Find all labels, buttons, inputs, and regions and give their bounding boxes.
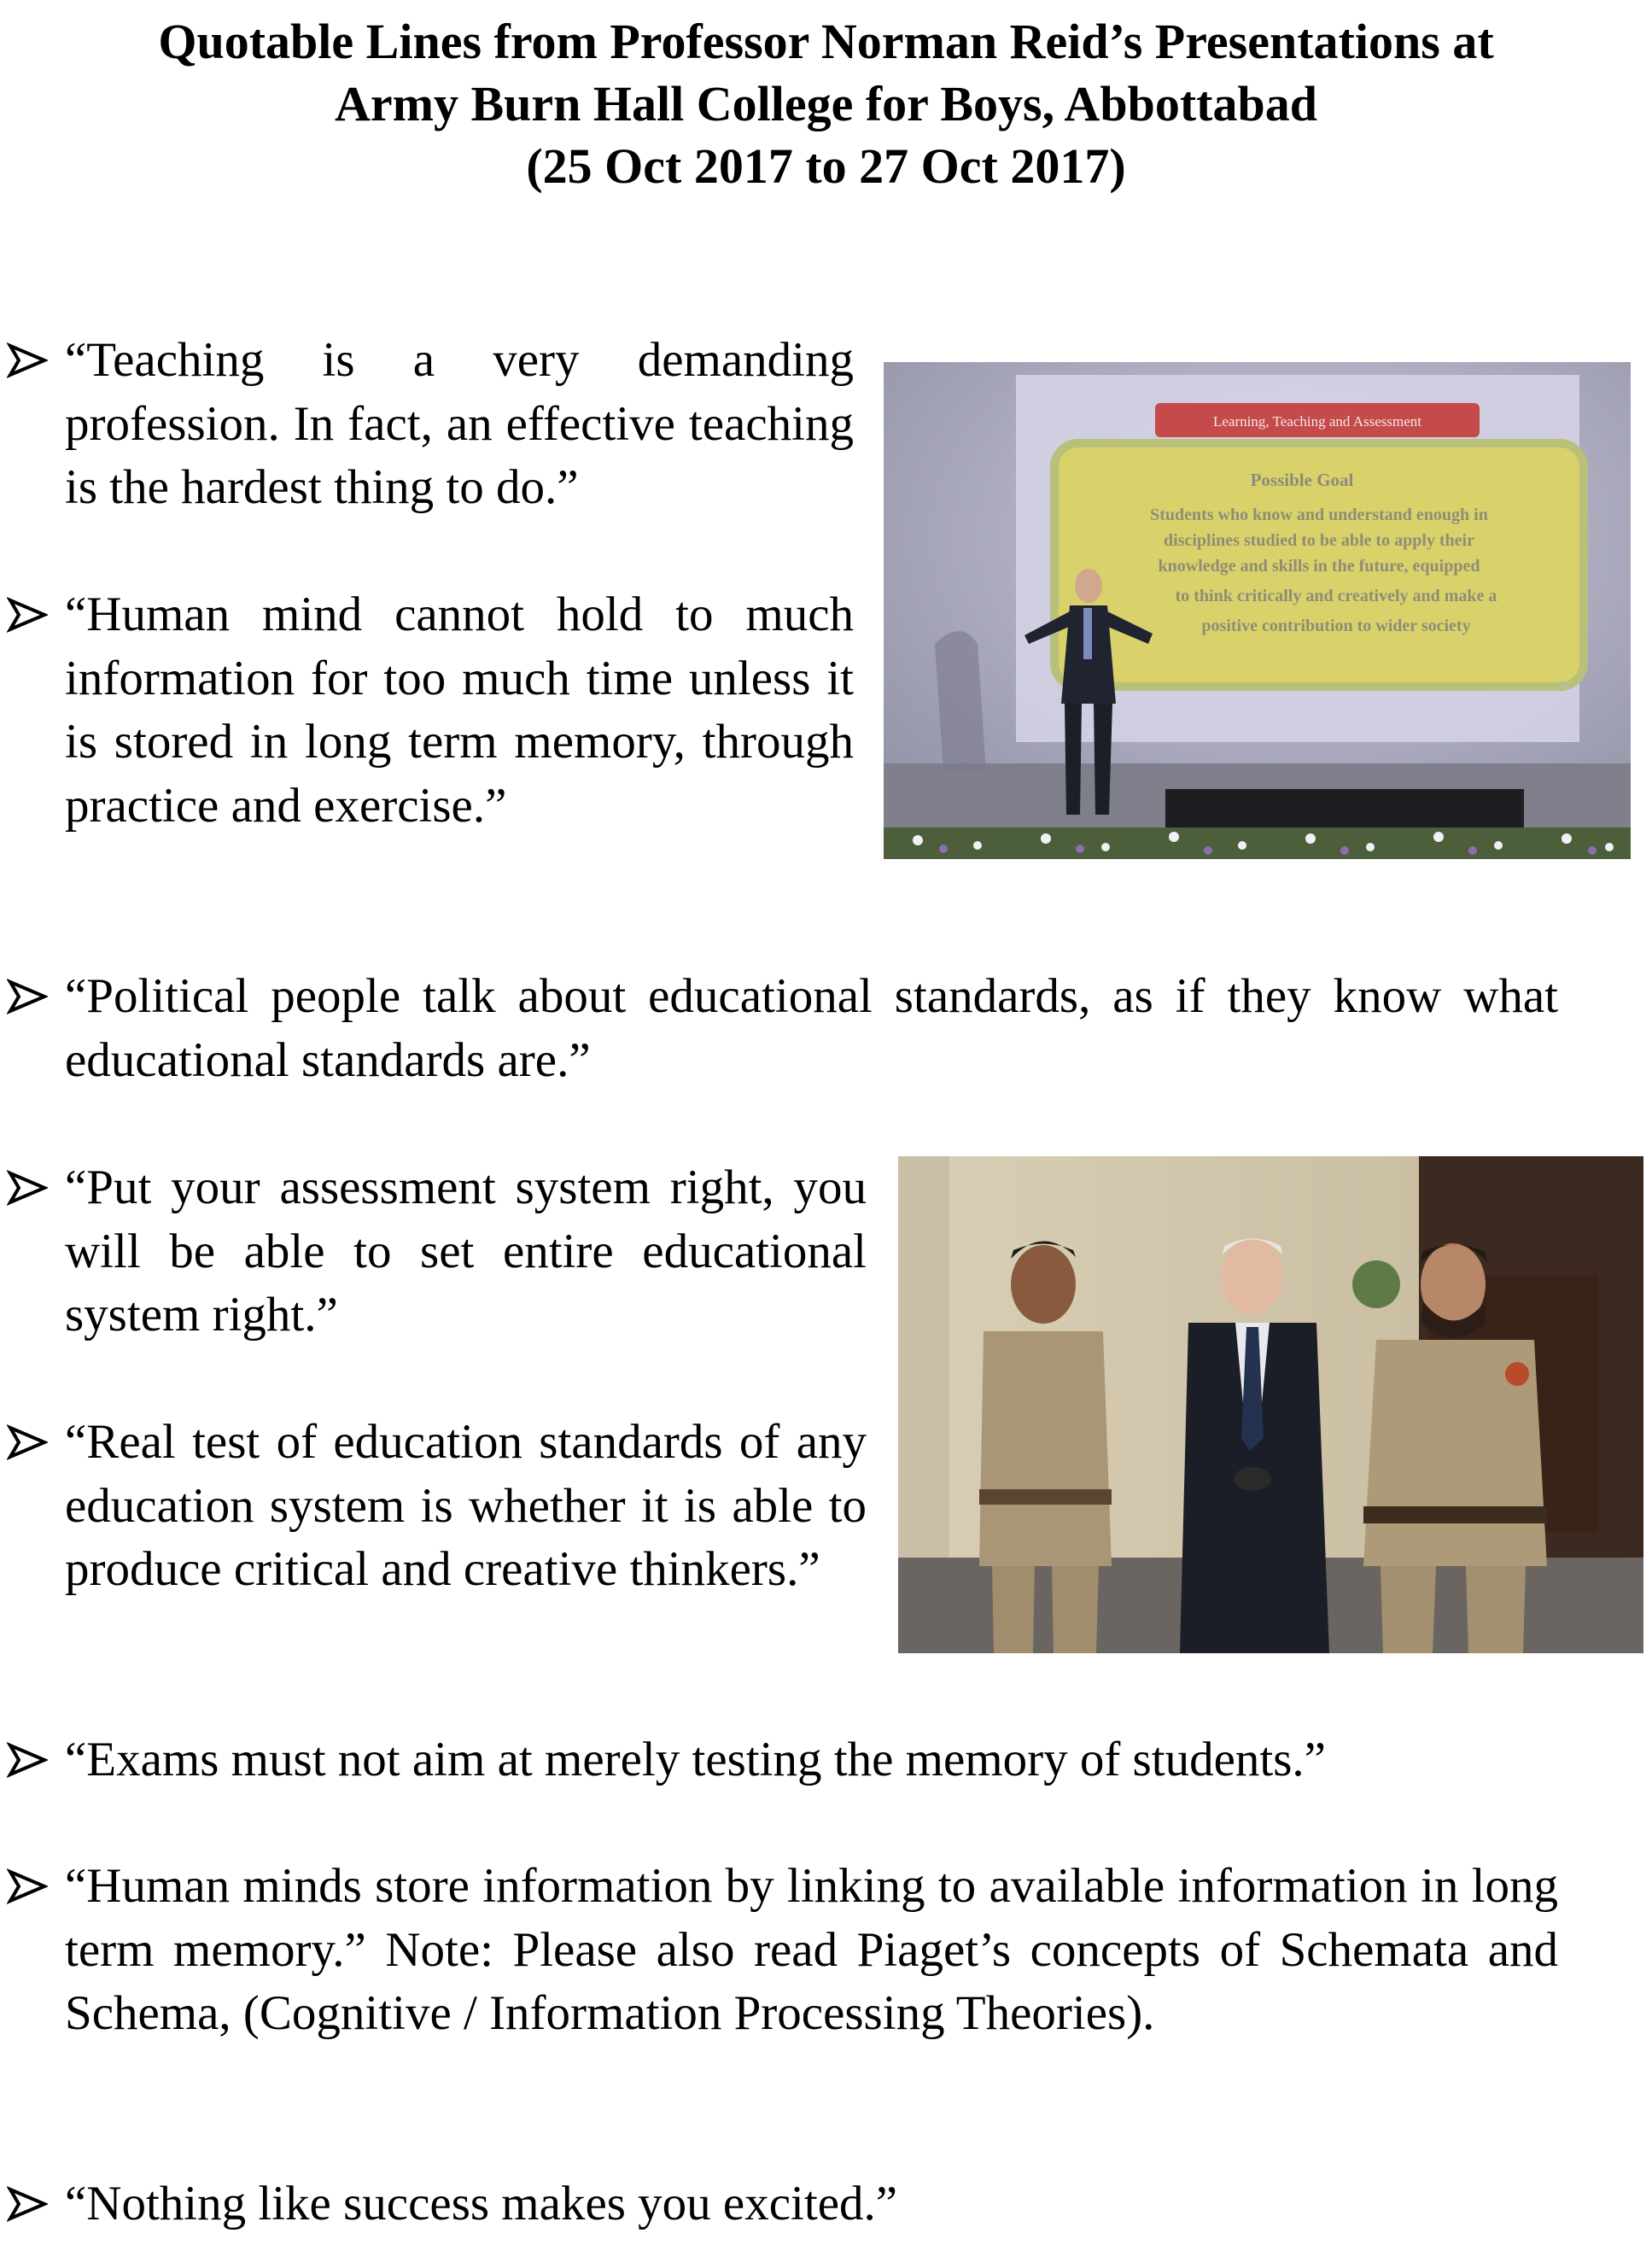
- group-photo-three-men: [898, 1156, 1643, 1653]
- quote-text: “Teaching is a very demanding profession. In fact, an effective teaching is the hardest thing to do.”: [65, 333, 854, 514]
- quote-item: [0, 1156, 867, 1348]
- quote-item: [0, 1855, 1558, 2046]
- quote-text: “Human minds store information by linking to available information in long term memory.” Note: Please also read Piaget’s concepts of Schemata and Schema, (Cognitive / Information Processing Theories).: [65, 1859, 1558, 2040]
- slide-line: to think critically and creatively and make a: [1175, 587, 1497, 605]
- title-line-3: (25 Oct 2017 to 27 Oct 2017): [526, 138, 1126, 194]
- quote-text: “Political people talk about educational standards, as if they know what educational standards are.”: [65, 969, 1558, 1087]
- quote-text: “Put your assessment system right, you will be able to set entire educational system right.”: [65, 1161, 867, 1342]
- slide-line: disciplines studied to be able to apply their: [1164, 531, 1474, 550]
- quote-item: [0, 583, 854, 838]
- quote-text: “Exams must not aim at merely testing the memory of students.”: [65, 1733, 1326, 1786]
- quote-item: [0, 1728, 1558, 1792]
- lecture-stage-photo: [884, 362, 1631, 859]
- quote-text: “Nothing like success makes you excited.”: [65, 2177, 898, 2230]
- arrow-bullet-icon: [7, 965, 48, 1028]
- slide-line: knowledge and skills in the future, equipped: [1158, 557, 1480, 576]
- quote-item: [0, 1411, 867, 1602]
- arrow-bullet-icon: [7, 2172, 48, 2236]
- slide-number: 12: [1558, 679, 1570, 691]
- title-line-1: Quotable Lines from Professor Norman Reid’s Presentations at: [158, 14, 1494, 69]
- slide-title: Possible Goal: [1250, 470, 1354, 490]
- slide-header: Learning, Teaching and Assessment: [1213, 413, 1421, 430]
- slide-line: positive contribution to wider society: [1201, 617, 1471, 635]
- quote-text: “Human mind cannot hold to much information for too much time unless it is stored in long term memory, through practice and exercise.”: [65, 588, 854, 833]
- arrow-bullet-icon: [7, 1728, 48, 1792]
- slide-line: Students who know and understand enough in: [1150, 506, 1488, 524]
- page-title: [0, 10, 1652, 197]
- arrow-bullet-icon: [7, 1411, 48, 1474]
- arrow-bullet-icon: [7, 1156, 48, 1219]
- arrow-bullet-icon: [7, 329, 48, 392]
- quote-item: [0, 329, 854, 520]
- quote-item: [0, 965, 1558, 1092]
- arrow-bullet-icon: [7, 1855, 48, 1918]
- arrow-bullet-icon: [7, 583, 48, 646]
- title-line-2: Army Burn Hall College for Boys, Abbottabad: [335, 76, 1317, 132]
- quote-item: [0, 2172, 1558, 2236]
- quote-text: “Real test of education standards of any education system is whether it is able to produce critical and creative thinkers.”: [65, 1415, 867, 1596]
